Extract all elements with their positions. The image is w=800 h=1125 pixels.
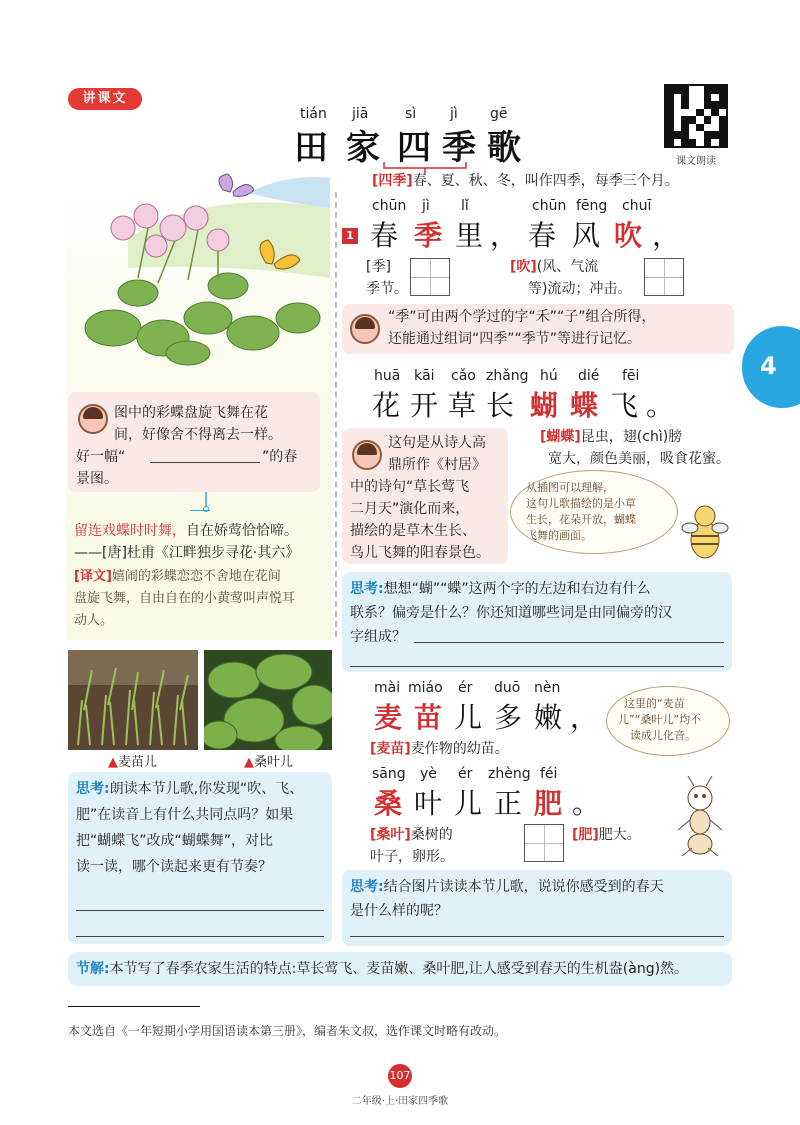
qr-cell: [689, 124, 697, 132]
l2-pinyin-6: dié: [578, 368, 600, 384]
vocab-ji-text: 季节。: [366, 281, 408, 297]
poem-trans-3: 动人。: [74, 613, 114, 628]
butterfly-tip-line-2: 间，好像舍不得离去一样。: [114, 427, 282, 443]
l3-char-6: ，: [570, 701, 599, 734]
qr-cell: [689, 131, 697, 139]
qr-cell: [666, 94, 674, 102]
title-pinyin-2: jiā: [352, 106, 369, 122]
column-divider: [335, 192, 337, 637]
qr-cell: [719, 109, 727, 117]
q2-answer-line-1[interactable]: [76, 910, 324, 911]
poem-line-1: [74, 520, 298, 542]
l3-pinyin-2: miáo: [408, 680, 443, 696]
qr-cell: [689, 109, 697, 117]
bubble1-line-2: 这句儿歌描绘的是小草: [526, 497, 636, 510]
poem-line-1b: 自在娇莺恰恰啼。: [186, 523, 298, 539]
poem-trans-label: [译文]: [74, 569, 112, 584]
qr-cell: [719, 131, 727, 139]
qr-cell: [696, 94, 704, 102]
poem-trans-1: 嬉闹的彩蝶恋恋不舍地在花间: [111, 569, 281, 584]
qr-cell: [666, 101, 674, 109]
vocab-maimiao-text: 麦作物的幼苗。: [410, 741, 509, 757]
qr-cell: [696, 124, 704, 132]
bubble2-line-1: 这里的“麦苗: [624, 697, 685, 710]
vocab-sangye-text-2: 叶子，卵形。: [370, 849, 454, 865]
butterfly-tip-line-1: 图中的彩蝶盘旋飞舞在花: [114, 405, 268, 421]
l2-char-5: 蝴: [530, 389, 559, 422]
qr-cell: [681, 116, 689, 124]
vocab-hudie-word: [蝴蝶]: [540, 429, 581, 445]
q1-answer-line-1[interactable]: [414, 642, 724, 643]
l1-char-7: 吹: [614, 219, 643, 252]
l1-char-3: 里: [455, 219, 484, 252]
butterfly-answer-line[interactable]: [150, 462, 260, 463]
qr-cell: [704, 131, 712, 139]
ant-mascot-icon: [672, 776, 728, 858]
l2-pinyin-2: kāi: [414, 368, 435, 384]
q3-text-1: 结合图片读读本节儿歌，说说你感受到的春天: [383, 879, 664, 895]
qr-cell: [704, 139, 712, 147]
title-char-3: 四: [397, 128, 431, 168]
poem-tip-line-5: 描绘的是草木生长、: [350, 523, 476, 539]
l1-pinyin-2: jì: [422, 198, 430, 214]
l4-char-3: 儿: [454, 787, 483, 820]
unit-number: 4: [760, 352, 777, 380]
qr-cell: [689, 94, 697, 102]
l3-char-4: 多: [494, 701, 523, 734]
ji-tip-line-1: “季”可由两个学过的字“禾”“子”组合所得，: [388, 309, 656, 325]
l4-char-5: 肥: [534, 787, 563, 820]
butterfly-tip-line-3b: ”的春: [262, 449, 298, 465]
l3-char-3: 儿: [454, 701, 483, 734]
title-pinyin-4: jì: [450, 106, 458, 122]
qr-cell: [681, 124, 689, 132]
qr-cell: [719, 139, 727, 147]
teacher-avatar-3: [352, 440, 382, 470]
qr-cell: [704, 109, 712, 117]
l3-char-2: 苗: [414, 701, 443, 734]
l3-char-1: 麦: [374, 701, 403, 734]
qr-cell: [681, 139, 689, 147]
l4-pinyin-2: yè: [420, 766, 437, 782]
title-char-1: 田: [294, 128, 328, 168]
qr-cell: [711, 131, 719, 139]
teacher-avatar-2: [350, 314, 380, 344]
l1-pinyin-5: fēng: [576, 198, 608, 214]
qr-cell: [696, 116, 704, 124]
l1-pinyin-4: chūn: [532, 198, 567, 214]
vocab-maimiao: [370, 738, 509, 760]
qr-cell: [719, 86, 727, 94]
bubble1-line-4: 飞舞的画面。: [526, 529, 592, 542]
note-siji: [372, 170, 679, 192]
qr-cell: [666, 131, 674, 139]
qr-cell: [674, 131, 682, 139]
q3-label: 思考:: [350, 879, 384, 895]
qr-cell: [681, 94, 689, 102]
poem-tip-line-6: 鸟儿飞舞的阳春景色。: [350, 545, 490, 561]
title-pinyin-3: sì: [405, 106, 417, 122]
qr-cell: [681, 101, 689, 109]
l2-pinyin-4: zhǎng: [486, 368, 529, 384]
summary-text: 本节写了春季农家生活的特点:草长莺飞、麦苗嫩、桑叶肥,让人感受到春天的生机盎(àng)然。: [109, 961, 689, 977]
note-siji-word: [四季]: [372, 173, 413, 189]
l4-pinyin-3: ér: [458, 766, 473, 782]
vocab-fei-word: [肥]: [572, 827, 599, 843]
butterfly-tip-line-4: 景图。: [76, 471, 118, 487]
title-char-4: 季: [442, 128, 476, 168]
running-footer: 二年级·上·田家四季歌: [351, 1096, 449, 1107]
wheat-seedling-photo: [68, 650, 198, 750]
line-number-badge: 1: [342, 228, 358, 244]
writing-grid-sang[interactable]: [524, 824, 564, 862]
qr-cell: [674, 139, 682, 147]
q3-line-1: [350, 876, 664, 898]
qr-cell: [719, 124, 727, 132]
qr-cell: [711, 124, 719, 132]
l2-char-1: 花: [372, 389, 401, 422]
vocab-sangye-line-1: [370, 824, 453, 846]
qr-cell: [666, 86, 674, 94]
l4-char-6: 。: [572, 787, 601, 820]
q1-line-3: 字组成？: [350, 629, 406, 645]
qr-cell: [711, 109, 719, 117]
vocab-ji-word: [季]: [366, 259, 391, 275]
teacher-avatar: [78, 404, 108, 434]
l2-char-6: 蝶: [570, 389, 599, 422]
qr-cell: [696, 109, 704, 117]
vocab-fei: [572, 824, 641, 846]
q1-text-1: 想想“蝴”“蝶”这两个字的左边和右边有什么: [383, 581, 651, 597]
connector-icon: [196, 492, 216, 512]
poem-line-1a: 留连戏蝶时时舞，: [74, 523, 186, 539]
qr-cell: [696, 131, 704, 139]
poem-trans-2: 盘旋飞舞，自由自在的小黄莺叫声悦耳: [74, 591, 296, 606]
qr-cell: [704, 86, 712, 94]
l1-pinyin-3: lǐ: [461, 198, 469, 214]
qr-cell: [711, 94, 719, 102]
l2-char-4: 长: [486, 389, 515, 422]
qr-cell: [711, 139, 719, 147]
qr-cell: [674, 109, 682, 117]
vocab-sangye-text-1: 桑树的: [410, 827, 453, 843]
qr-cell: [704, 94, 712, 102]
qr-cell: [666, 139, 674, 147]
q2-text-1: 朗读本节儿歌,你发现“吹、飞、: [109, 781, 304, 797]
vocab-sangye-word: [桑叶]: [370, 827, 411, 843]
poem-tip-line-2: 鼎所作《村居》: [388, 457, 486, 473]
l2-pinyin-7: fēi: [622, 368, 640, 384]
qr-cell: [666, 109, 674, 117]
qr-cell: [689, 139, 697, 147]
qr-cell: [711, 101, 719, 109]
vocab-chui-line-1: [510, 256, 598, 278]
footnote-rule: [68, 1006, 200, 1007]
l4-char-4: 正: [494, 787, 523, 820]
l3-pinyin-3: ér: [458, 680, 473, 696]
l1-pinyin-6: chuī: [622, 198, 652, 214]
photo-caption-1: [108, 752, 157, 773]
caption-marker-2: ▲: [244, 755, 254, 770]
qr-cell: [689, 101, 697, 109]
qr-cell: [696, 139, 704, 147]
qr-cell: [704, 116, 712, 124]
qr-cell: [674, 124, 682, 132]
q3-line-2: 是什么样的呢？: [350, 903, 448, 919]
title-char-5: 歌: [487, 128, 521, 168]
bee-mascot-icon: [680, 498, 730, 568]
spring-flowers-illustration: [68, 168, 330, 368]
poem-translation: [74, 566, 281, 587]
l3-pinyin-1: mài: [374, 680, 401, 696]
vocab-chui-text-2: 等)流动；冲击。: [528, 281, 632, 297]
writing-grid-chui[interactable]: [644, 258, 684, 296]
caption-1-text: 麦苗儿: [118, 755, 158, 770]
qr-cell: [674, 94, 682, 102]
l1-char-2: 季: [414, 219, 443, 252]
poem-source: ——[唐]杜甫《江畔独步寻花·其六》: [74, 545, 300, 561]
l1-char-8: ，: [652, 219, 681, 252]
vocab-chui-text-1: (风、气流: [536, 259, 599, 275]
title-char-2: 家: [346, 128, 380, 168]
title-pinyin-1: tián: [300, 106, 327, 122]
qr-cell: [696, 101, 704, 109]
qr-cell: [666, 116, 674, 124]
l1-char-5: 春: [528, 219, 557, 252]
vocab-hudie-text-1: 昆虫，翅(chì)膀: [580, 429, 683, 445]
vocab-chui-word: [吹]: [510, 259, 537, 275]
summary-line: [76, 958, 688, 980]
qr-code-icon[interactable]: [664, 84, 728, 148]
l4-pinyin-5: féi: [540, 766, 558, 782]
q2-line-2: 肥”在读音上有什么共同点吗？如果: [76, 807, 294, 823]
qr-cell: [719, 94, 727, 102]
photo-caption-2: [244, 752, 293, 773]
caption-2-text: 桑叶儿: [254, 755, 294, 770]
bubble1-line-3: 生长，花朵开放，蝴蝶: [526, 513, 636, 526]
l2-char-2: 开: [410, 389, 439, 422]
l3-pinyin-4: duō: [494, 680, 521, 696]
l2-char-3: 草: [448, 389, 477, 422]
mulberry-leaf-photo: [204, 650, 332, 750]
l4-char-2: 叶: [414, 787, 443, 820]
l1-char-6: 风: [572, 219, 601, 252]
l1-char-4: ，: [490, 219, 519, 252]
poem-tip-line-4: 二月天”演化而来，: [350, 501, 470, 517]
l1-char-1: 春: [370, 219, 399, 252]
qr-cell: [696, 86, 704, 94]
qr-cell: [674, 101, 682, 109]
l2-char-7: 飞: [610, 389, 639, 422]
writing-grid-ji[interactable]: [410, 258, 450, 296]
q1-line-1: [350, 578, 651, 600]
page-number: 107: [388, 1064, 412, 1088]
q3-answer-line[interactable]: [350, 936, 724, 937]
qr-cell: [689, 86, 697, 94]
title-pinyin-5: gē: [490, 106, 508, 122]
q1-answer-line-2[interactable]: [350, 666, 724, 667]
qr-cell: [681, 131, 689, 139]
l3-pinyin-5: nèn: [534, 680, 561, 696]
caption-marker-1: ▲: [108, 755, 118, 770]
q2-line-1: [76, 778, 303, 800]
l1-pinyin-1: chūn: [372, 198, 407, 214]
qr-cell: [719, 116, 727, 124]
note-siji-text: 春、夏、秋、冬，叫作四季，每季三个月。: [412, 173, 679, 189]
qr-cell: [711, 116, 719, 124]
poem-tip-line-1: 这句是从诗人高: [388, 435, 486, 451]
vocab-fei-text: 肥大。: [598, 827, 641, 843]
l2-pinyin-1: huā: [374, 368, 401, 384]
l4-pinyin-4: zhèng: [488, 766, 531, 782]
l2-char-8: 。: [646, 389, 675, 422]
q2-label: 思考:: [76, 781, 110, 797]
poem-tip-line-3: 中的诗句“草长莺飞: [350, 479, 470, 495]
qr-cell: [681, 109, 689, 117]
q2-answer-line-2[interactable]: [76, 936, 324, 937]
q2-line-3: 把“蝴蝶飞”改成“蝴蝶舞”，对比: [76, 833, 274, 849]
vocab-maimiao-word: [麦苗]: [370, 741, 411, 757]
bubble2-line-3: 读成儿化音。: [630, 729, 696, 742]
qr-cell: [719, 101, 727, 109]
qr-cell: [704, 124, 712, 132]
vocab-hudie-text-2: 宽大，颜色美丽，吸食花蜜。: [548, 451, 730, 467]
l2-pinyin-5: hú: [540, 368, 558, 384]
summary-label: 节解:: [76, 961, 110, 977]
q1-line-2: 联系？偏旁是什么？你还知道哪些词是由同偏旁的汉: [350, 605, 672, 621]
q1-label: 思考:: [350, 581, 384, 597]
l2-pinyin-3: cǎo: [451, 368, 476, 384]
footnote: 本文选自《一年短期小学用国语读本第三册》，编者朱文叔，选作课文时略有改动。: [68, 1024, 507, 1038]
section-tag: 讲课文: [68, 88, 142, 110]
qr-cell: [681, 86, 689, 94]
ji-tip-line-2: 还能通过组词“四季”“季节”等进行记忆。: [388, 331, 642, 347]
qr-cell: [666, 124, 674, 132]
connector-line: [190, 510, 210, 511]
bubble1-line-1: 从插图可以理解，: [526, 481, 614, 494]
q2-line-4: 读一读，哪个读起来更有节奏？: [76, 859, 272, 875]
qr-cell: [689, 116, 697, 124]
qr-cell: [704, 101, 712, 109]
butterfly-tip-line-3a: 好一幅“: [76, 449, 126, 465]
qr-cell: [674, 116, 682, 124]
qr-cell: [711, 86, 719, 94]
qr-cell: [674, 86, 682, 94]
qr-label: 课文朗读: [676, 156, 716, 167]
l3-char-5: 嫩: [534, 701, 563, 734]
unit-badge: [742, 326, 800, 408]
bubble2-line-2: 儿”“桑叶儿”均不: [618, 713, 702, 726]
l4-char-1: 桑: [374, 787, 403, 820]
l4-pinyin-1: sāng: [372, 766, 406, 782]
vocab-hudie-line-1: [540, 426, 682, 448]
